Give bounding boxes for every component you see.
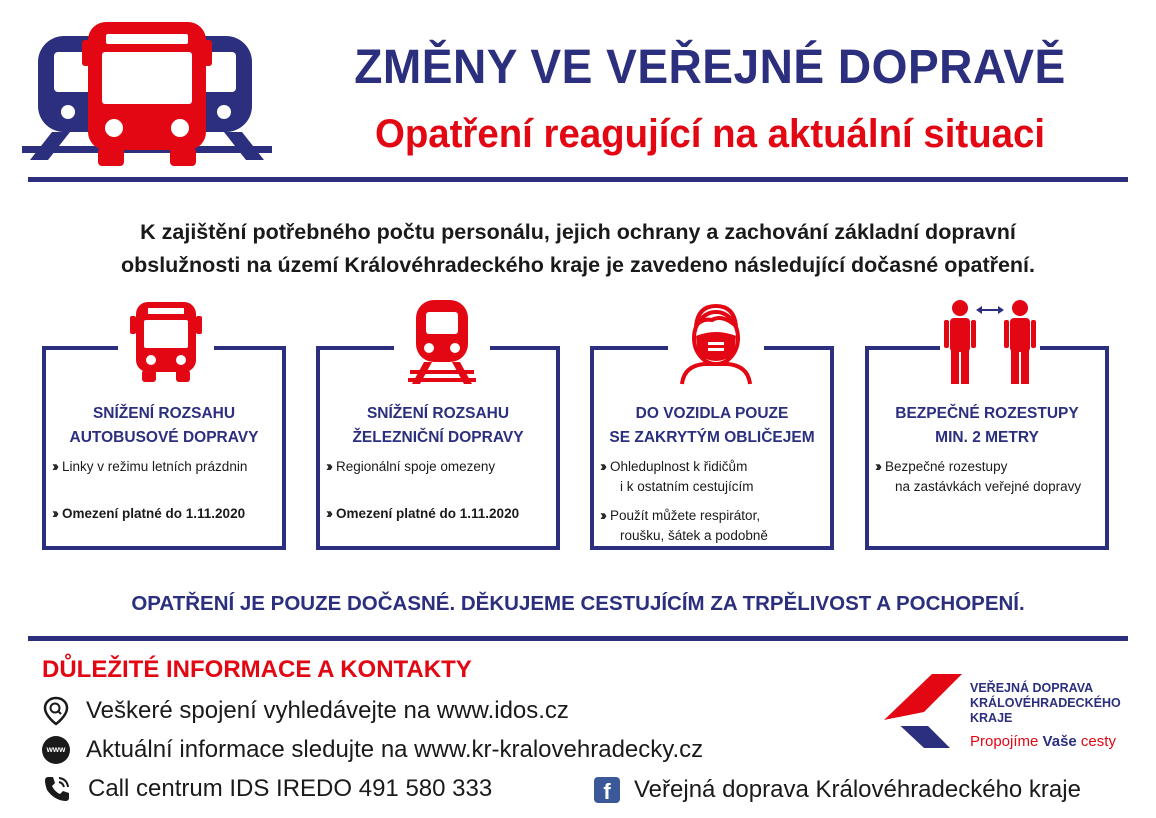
chevron-right-icon: ›› (326, 458, 330, 475)
logo-text (970, 681, 1121, 726)
card-train-bullet-1 (326, 457, 558, 477)
card-train-bullet-2-text: Omezení platné do 1.11.2020 (336, 506, 520, 521)
search-contact-line (42, 696, 569, 726)
bus-icon (118, 298, 214, 388)
card-bus-title (42, 402, 286, 450)
card-bus-title-line-2: AUTOBUSOVÉ DOPRAVY (69, 429, 259, 446)
card-mask-title (590, 402, 834, 450)
web-contact-text: Aktuální informace sledujte na www.kr-kralovehradecky.cz (86, 736, 704, 763)
facebook-contact-text: Veřejná doprava Královéhradeckého kraje (634, 776, 1081, 803)
card-mask-bullet-2-line-2: roušku, šátek a podobně (620, 528, 768, 543)
train-bus-hero-icon (22, 18, 272, 168)
card-train-title-line-2: ŽELEZNIČNÍ DOPRAVY (352, 429, 524, 446)
card-train-title (316, 402, 560, 450)
face-mask-icon (668, 298, 764, 388)
card-train-title-line-1: SNÍŽENÍ ROZSAHU (366, 405, 510, 422)
chevron-right-icon: ›› (875, 458, 879, 475)
card-distance-bullet-1-line-2: na zastávkách veřejné dopravy (895, 479, 1082, 494)
logo-line-3: KRAJE (970, 711, 1013, 725)
search-contact-text: Veškeré spojení vyhledávejte na www.idos.cz (86, 697, 569, 724)
intro-line-2: obslužnosti na území Královéhradeckého kraje je zavedeno následující dočasné opatření. (120, 253, 1036, 277)
card-distance-title-line-1: BEZPEČNÉ ROZESTUPY (895, 405, 1079, 422)
facebook-contact-line (594, 776, 1081, 804)
card-mask-bullet-2-line-1: Použít můžete respirátor, (610, 508, 761, 523)
card-mask-title-line-2: SE ZAKRYTÝM OBLIČEJEM (609, 429, 815, 446)
social-distance-icon (940, 298, 1040, 388)
card-train-bullet-1-text: Regionální spoje omezeny (336, 459, 496, 474)
card-mask-bullet-1 (600, 457, 832, 497)
logo-slogan (970, 733, 1116, 750)
card-bus-bullet-2 (52, 504, 284, 524)
call-contact-text: Call centrum IDS IREDO 491 580 333 (88, 775, 493, 802)
card-mask-bullet-1-line-1: Ohleduplnost k řidičům (610, 459, 748, 474)
location-search-icon (42, 696, 70, 726)
card-mask-bullet-1-line-2: i k ostatním cestujícím (620, 479, 754, 494)
footer-divider (28, 636, 1128, 641)
card-train-bullet-2 (326, 504, 558, 524)
page-subtitle: Opatření reagující na aktuální situaci (374, 112, 1046, 156)
header-divider (28, 177, 1128, 182)
logo-line-2: KRÁLOVÉHRADECKÉHO (970, 696, 1121, 710)
card-bus-bullet-2-text: Omezení platné do 1.11.2020 (62, 506, 246, 521)
logo-slogan-part-1: Propojíme (970, 733, 1043, 750)
thanks-message: OPATŘENÍ JE POUZE DOČASNÉ. DĚKUJEME CESTUJÍCÍM ZA TRPĚLIVOST A POCHOPENÍ. (131, 592, 1025, 615)
chevron-right-icon: ›› (600, 458, 604, 475)
chevron-right-icon: ›› (52, 505, 56, 522)
card-bus-title-line-1: SNÍŽENÍ ROZSAHU (92, 405, 236, 422)
card-mask-title-line-1: DO VOZIDLA POUZE (635, 405, 789, 422)
card-mask-bullet-2 (600, 506, 832, 546)
info-heading: DŮLEŽITÉ INFORMACE A KONTAKTY (42, 656, 472, 683)
card-distance-title (865, 402, 1109, 450)
logo-slogan-part-3: cesty (1076, 733, 1116, 750)
chevron-right-icon: ›› (600, 507, 604, 524)
phone-icon (42, 774, 72, 804)
intro-line-1: K zajištění potřebného počtu personálu, jejich ochrany a zachování základní dopravní (140, 220, 1016, 244)
facebook-icon: f (594, 777, 620, 803)
logo-line-1: VEŘEJNÁ DOPRAVA (970, 681, 1094, 695)
intro-text (20, 216, 1136, 282)
page-title: ZMĚNY VE VEŘEJNÉ DOPRAVĚ (354, 41, 1066, 94)
logo-slogan-part-2: Vaše (1042, 733, 1077, 750)
web-contact-line (42, 736, 703, 764)
card-distance-title-line-2: MIN. 2 METRY (935, 429, 1039, 446)
card-distance-bullet-1 (875, 457, 1107, 497)
card-distance-bullet-1-line-1: Bezpečné rozestupy (885, 459, 1008, 474)
chevron-right-icon: ›› (52, 458, 56, 475)
train-icon (394, 298, 490, 388)
call-contact-line (42, 774, 492, 804)
www-globe-icon: www (42, 736, 70, 764)
card-bus-bullet-1-text: Linky v režimu letních prázdnin (62, 459, 248, 474)
card-bus-bullet-1 (52, 457, 284, 477)
chevron-right-icon: ›› (326, 505, 330, 522)
